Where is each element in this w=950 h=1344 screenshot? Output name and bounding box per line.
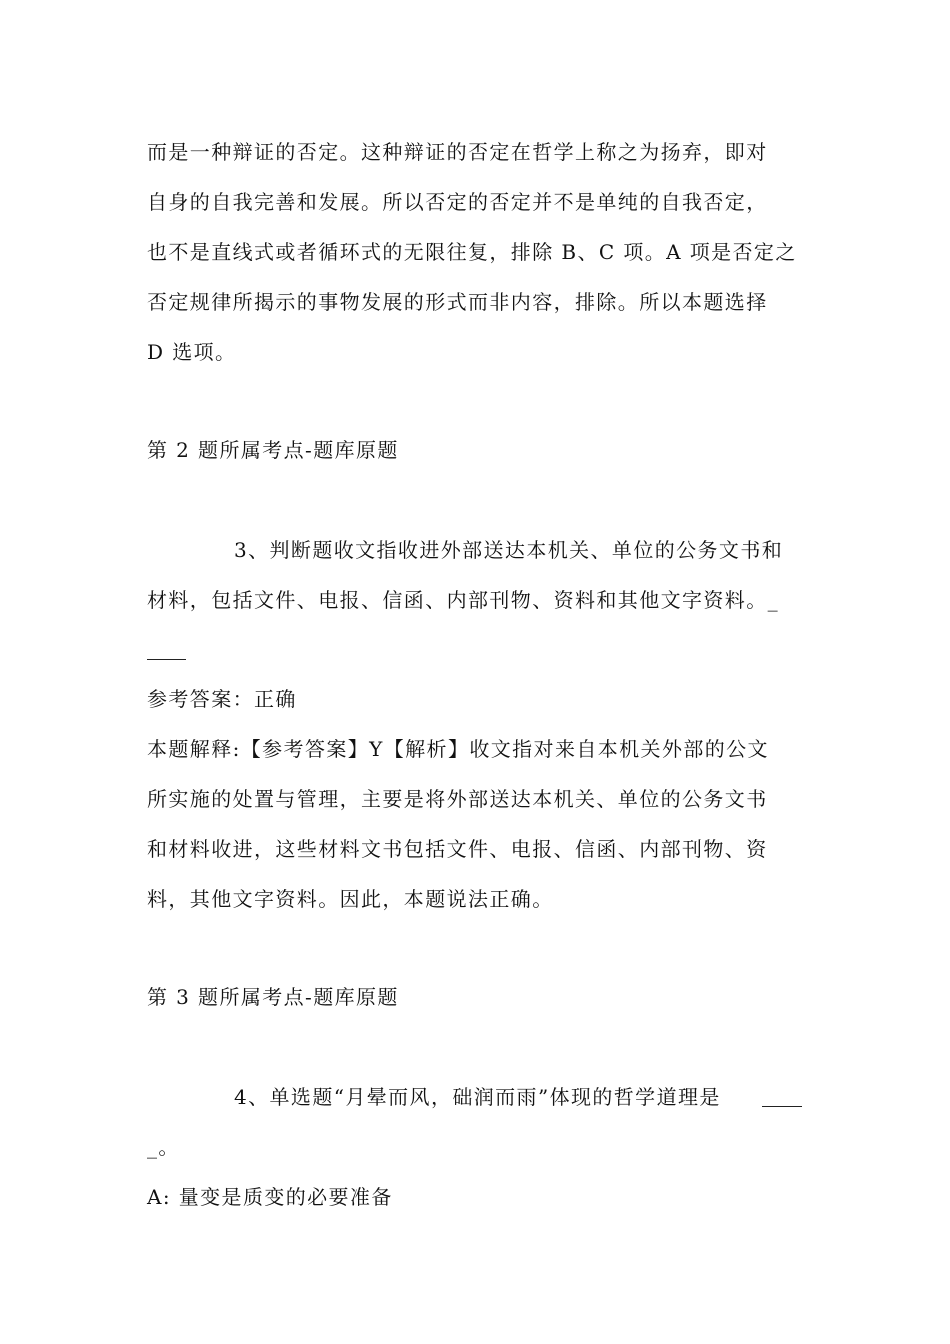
section-point-label: 第 2 题所属考点-题库原题 — [147, 438, 399, 462]
explanation-line: 和材料收进，这些材料文书包括文件、电报、信函、内部刊物、资 — [147, 837, 768, 861]
question-text: 4、单选题“月晕而风，础润而雨”体现的哲学道理是 — [234, 1085, 721, 1109]
option-a: A: 量变是质变的必要准备 — [147, 1185, 393, 1209]
reference-answer: 参考答案：正确 — [147, 687, 297, 711]
paragraph-line: D 选项。 — [147, 340, 237, 364]
paragraph-line: 否定规律所揭示的事物发展的形式而非内容，排除。所以本题选择 — [147, 290, 768, 314]
section-point-label: 第 3 题所属考点-题库原题 — [147, 985, 399, 1009]
paragraph-line: 而是一种辩证的否定。这种辩证的否定在哲学上称之为扬弃，即对 — [147, 140, 768, 164]
explanation-line: 料，其他文字资料。因此，本题说法正确。 — [147, 887, 554, 911]
paragraph-line: 也不是直线式或者循环式的无限往复，排除 B、C 项。A 项是否定之 — [147, 240, 797, 264]
question-text: 材料，包括文件、电报、信函、内部刊物、资料和其他文字资料。_ — [147, 588, 779, 612]
answer-blank — [762, 1106, 802, 1107]
explanation-line: 本题解释:【参考答案】Y【解析】收文指对来自本机关外部的公文 — [147, 737, 769, 761]
answer-blank — [147, 659, 186, 660]
paragraph-line: 自身的自我完善和发展。所以否定的否定并不是单纯的自我否定， — [147, 190, 768, 214]
question-text: _。 — [147, 1135, 180, 1159]
question-text: 3、判断题收文指收进外部送达本机关、单位的公务文书和 — [234, 538, 784, 562]
explanation-line: 所实施的处置与管理，主要是将外部送达本机关、单位的公务文书 — [147, 787, 768, 811]
